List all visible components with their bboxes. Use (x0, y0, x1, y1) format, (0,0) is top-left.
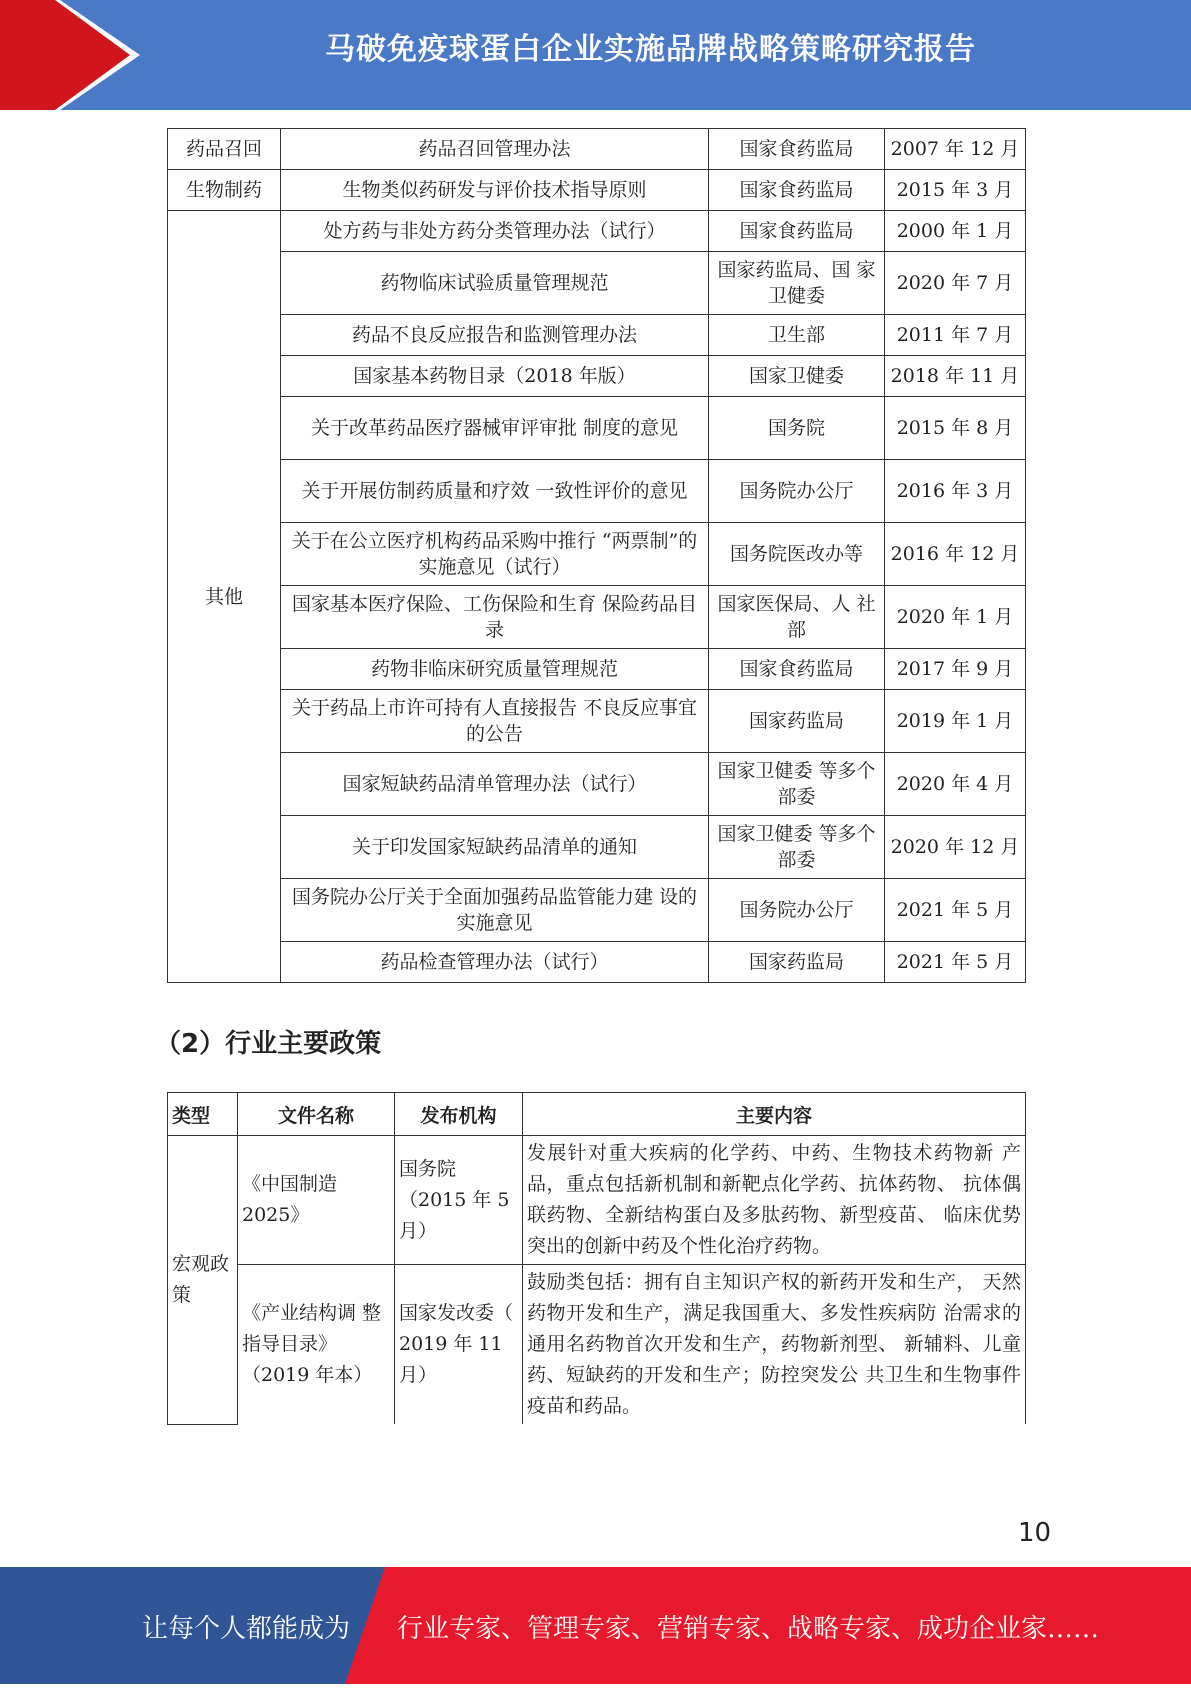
table-cell: 国家药监局 (709, 690, 885, 753)
table-cell: 关于药品上市许可持有人直接报告 不良反应事宜的公告 (281, 690, 709, 753)
table-cell: 国家基本医疗保险、工伤保险和生育 保险药品目录 (281, 586, 709, 649)
table-cell: 关于在公立医疗机构药品采购中推行 “两票制”的实施意见（试行） (281, 523, 709, 586)
table-cell: 2021 年 5 月 (885, 942, 1026, 983)
table-cell: 药品召回 (168, 129, 281, 170)
page-title: 马破免疫球蛋白企业实施品牌战略策略研究报告 (325, 32, 976, 67)
table-cell: 药品不良反应报告和监测管理办法 (281, 315, 709, 356)
column-header-doc-name: 文件名称 (238, 1093, 395, 1136)
table-cell: 生物类似药研发与评价技术指导原则 (281, 170, 709, 211)
table-cell: 国家医保局、人 社部 (709, 586, 885, 649)
table-cell: 国家食药监局 (709, 649, 885, 690)
table-cell: 关于改革药品医疗器械审评审批 制度的意见 (281, 397, 709, 460)
table-row (168, 942, 1026, 983)
table-cell: 《中国制造2025》 (238, 1136, 395, 1265)
policy-table (167, 1092, 1026, 1425)
table-cell: 卫生部 (709, 315, 885, 356)
table-cell: 2007 年 12 月 (885, 129, 1026, 170)
footer-slogan-right: 行业专家、管理专家、营销专家、战略专家、成功企业家…… (397, 1614, 1100, 1644)
table-cell: 国务院（2015 年 5 月） (395, 1136, 523, 1265)
table-cell: 国家食药监局 (709, 129, 885, 170)
table-cell: 2020 年 1 月 (885, 586, 1026, 649)
table-row (168, 460, 1026, 523)
table-row (168, 879, 1026, 942)
table-cell: 2018 年 11 月 (885, 356, 1026, 397)
table-cell: 处方药与非处方药分类管理办法（试行） (281, 211, 709, 252)
header-banner (0, 0, 1191, 110)
table-cell: 国务院医改办等 (709, 523, 885, 586)
table-cell: 药品召回管理办法 (281, 129, 709, 170)
table-row (168, 753, 1026, 816)
table-row (168, 397, 1026, 460)
table-cell: 国务院办公厅 (709, 879, 885, 942)
table-cell: 国务院 (709, 397, 885, 460)
table-cell: 2020 年 7 月 (885, 252, 1026, 315)
type-cell: 宏观政策 (168, 1136, 238, 1425)
table-cell: 2017 年 9 月 (885, 649, 1026, 690)
table-cell: 国家卫健委 (709, 356, 885, 397)
table-cell: 2016 年 3 月 (885, 460, 1026, 523)
table-cell: 国家卫健委 等多个部委 (709, 816, 885, 879)
table-row (168, 816, 1026, 879)
table-cell: 2000 年 1 月 (885, 211, 1026, 252)
table-cell: 国家发改委（ 2019 年 11月） (395, 1265, 523, 1425)
table-row (168, 211, 1026, 252)
table-cell: 2019 年 1 月 (885, 690, 1026, 753)
section-heading: （2）行业主要政策 (155, 1029, 382, 1059)
table-cell: 国家短缺药品清单管理办法（试行） (281, 753, 709, 816)
table-cell: 2021 年 5 月 (885, 879, 1026, 942)
column-header-content: 主要内容 (523, 1093, 1026, 1136)
table-row (168, 129, 1026, 170)
table-cell: 《产业结构调 整指导目录》（2019 年本） (238, 1265, 395, 1425)
table-cell: 发展针对重大疾病的化学药、中药、生物技术药物新 产品，重点包括新机制和新靶点化学药、抗体药物、 抗体偶联药物、全新结构蛋白及多肽药物、新型疫苗、 临床优势突出的创新中药及个性化治疗药物。 (523, 1136, 1026, 1265)
page-number: 10 (1018, 1518, 1052, 1548)
table-row (168, 315, 1026, 356)
table-cell: 国家药监局 (709, 942, 885, 983)
table-row (168, 649, 1026, 690)
table-row (168, 1136, 1026, 1265)
table-cell: 药物临床试验质量管理规范 (281, 252, 709, 315)
table-row (168, 586, 1026, 649)
header-arrow-graphic (0, 0, 160, 110)
table-cell: 国务院办公厅关于全面加强药品监管能力建 设的实施意见 (281, 879, 709, 942)
table-cell: 鼓励类包括：拥有自主知识产权的新药开发和生产， 天然药物开发和生产，满足我国重大、多发性疾病防 治需求的通用名药物首次开发和生产，药物新剂型、 新辅料、儿童药、短缺药的开发和生产；防控突发公 共卫生和生物事件疫苗和药品。 (523, 1265, 1026, 1425)
table-cell: 药物非临床研究质量管理规范 (281, 649, 709, 690)
footer-banner (0, 1567, 1191, 1684)
table-header-row (168, 1093, 1026, 1136)
table-cell: 药品检查管理办法（试行） (281, 942, 709, 983)
table-row (168, 690, 1026, 753)
table-cell: 国家药监局、国 家卫健委 (709, 252, 885, 315)
table-row (168, 170, 1026, 211)
table-row (168, 252, 1026, 315)
table-cell: 关于印发国家短缺药品清单的通知 (281, 816, 709, 879)
regulations-table (167, 128, 1026, 983)
category-cell: 其他 (168, 211, 281, 983)
table-cell: 关于开展仿制药质量和疗效 一致性评价的意见 (281, 460, 709, 523)
table-cell: 2015 年 3 月 (885, 170, 1026, 211)
table-cell: 2016 年 12 月 (885, 523, 1026, 586)
table-row (168, 1265, 1026, 1425)
column-header-agency: 发布机构 (395, 1093, 523, 1136)
table-row (168, 356, 1026, 397)
table-cell: 2011 年 7 月 (885, 315, 1026, 356)
column-header-type: 类型 (168, 1093, 238, 1136)
table-cell: 国家食药监局 (709, 170, 885, 211)
table-cell: 生物制药 (168, 170, 281, 211)
table-cell: 2020 年 4 月 (885, 753, 1026, 816)
footer-slogan-left: 让每个人都能成为 (142, 1614, 351, 1644)
table-cell: 国家食药监局 (709, 211, 885, 252)
table-cell: 国家卫健委 等多个部委 (709, 753, 885, 816)
table-cell: 2020 年 12 月 (885, 816, 1026, 879)
table-cell: 2015 年 8 月 (885, 397, 1026, 460)
table-row (168, 523, 1026, 586)
table-cell: 国家基本药物目录（2018 年版） (281, 356, 709, 397)
table-cell: 国务院办公厅 (709, 460, 885, 523)
